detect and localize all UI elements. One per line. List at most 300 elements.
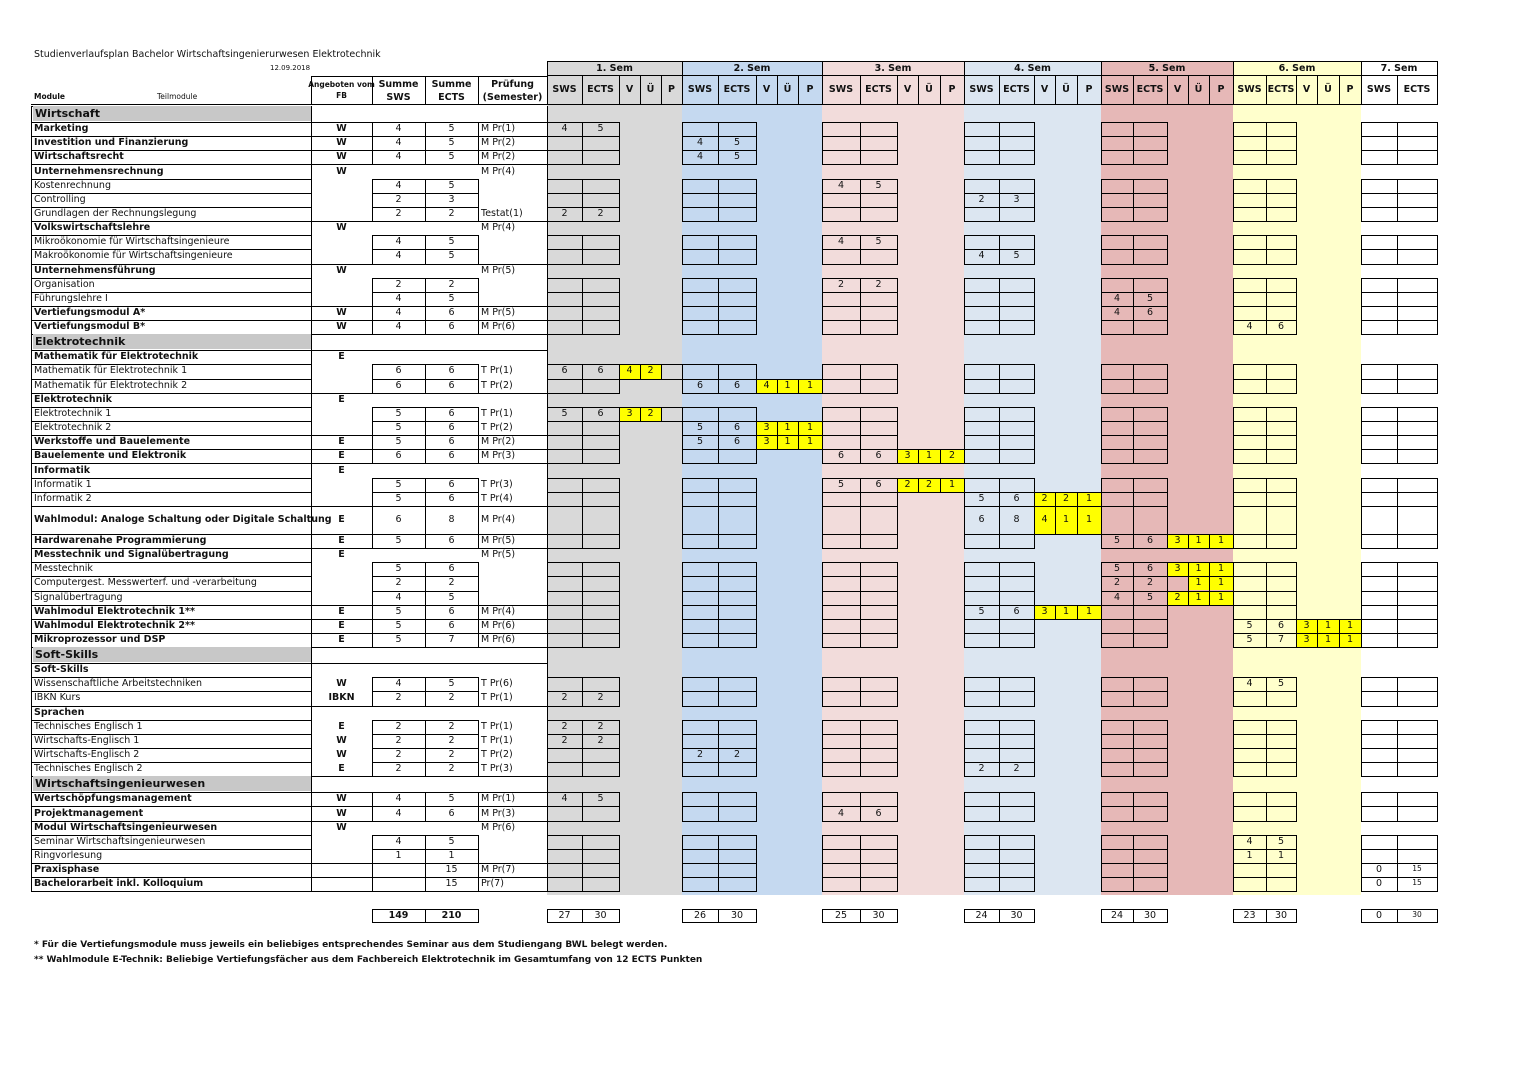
fb-value: E bbox=[338, 393, 345, 405]
ects-value: 6 bbox=[448, 450, 455, 462]
header-fb: FB bbox=[336, 91, 347, 100]
module-group-name: Mathematik für Elektrotechnik bbox=[34, 351, 199, 363]
semester-value: 5 bbox=[696, 436, 704, 448]
semester-value: 6 bbox=[1277, 619, 1285, 631]
pruefung-value: M Pr(6) bbox=[481, 634, 516, 646]
semester-value: 1 bbox=[784, 436, 791, 448]
ects-value: 15 bbox=[445, 878, 458, 890]
sws-value: 5 bbox=[395, 492, 402, 504]
col-header: P bbox=[806, 84, 814, 95]
total-ects: 210 bbox=[441, 910, 462, 921]
pruefung-value: M Pr(4) bbox=[481, 165, 516, 177]
semester-value: 1 bbox=[1195, 577, 1202, 589]
ects-value: 5 bbox=[448, 678, 455, 690]
module-name: Vertiefungsmodul B* bbox=[34, 321, 146, 333]
semester-value: 6 bbox=[696, 379, 704, 391]
fb-value: E bbox=[338, 619, 345, 631]
semester-value: 1 bbox=[948, 478, 956, 490]
fb-value: E bbox=[338, 351, 345, 363]
semester-value: 4 bbox=[696, 137, 704, 149]
pruefung-value: Pr(7) bbox=[481, 878, 504, 890]
pruefung-value: T Pr(4) bbox=[481, 492, 513, 504]
semester-total-sws: 23 bbox=[1243, 910, 1256, 921]
ects-value: 6 bbox=[448, 407, 455, 419]
module-group-name: Elektrotechnik bbox=[34, 393, 112, 405]
sws-value: 2 bbox=[395, 207, 402, 219]
semester-value: 2 bbox=[925, 478, 933, 490]
semester-value: 6 bbox=[1146, 563, 1154, 575]
semester-value: 2 bbox=[948, 450, 956, 462]
semester-value: 1 bbox=[1217, 577, 1225, 589]
ects-value: 6 bbox=[448, 492, 455, 504]
semester-value: 2 bbox=[561, 207, 568, 219]
teilmodule-name: Grundlagen der Rechnungslegung bbox=[34, 207, 197, 219]
pruefung-value: M Pr(2) bbox=[481, 137, 516, 149]
ects-value: 6 bbox=[448, 563, 455, 575]
semester-value: 3 bbox=[763, 422, 770, 434]
module-group-name: Modul Wirtschaftsingenieurwesen bbox=[34, 821, 218, 833]
teilmodule-name: Ringvorlesung bbox=[34, 849, 103, 861]
module-name: Werkstoffe und Bauelemente bbox=[34, 436, 191, 448]
semester-total-sws: 24 bbox=[975, 910, 988, 921]
ects-value: 2 bbox=[448, 749, 455, 761]
col-header: Ü bbox=[1062, 84, 1070, 95]
semester-value: 3 bbox=[1174, 563, 1181, 575]
semester-value: 6 bbox=[1146, 534, 1154, 546]
pruefung-value: M Pr(3) bbox=[481, 450, 516, 462]
semester-value: 6 bbox=[597, 365, 604, 377]
module-name: Wertschöpfungsmanagement bbox=[34, 793, 192, 805]
semester-value: 6 bbox=[875, 807, 882, 819]
module-group-name: Informatik bbox=[34, 464, 91, 476]
semester-value: 5 bbox=[1113, 563, 1121, 575]
semester-total-sws: 25 bbox=[834, 910, 848, 921]
pruefung-value: M Pr(3) bbox=[481, 807, 516, 819]
sws-value: 4 bbox=[395, 179, 402, 191]
ects-value: 6 bbox=[448, 307, 455, 319]
sws-value: 5 bbox=[395, 563, 402, 575]
sws-value: 2 bbox=[395, 193, 402, 205]
col-header: V bbox=[1173, 84, 1182, 95]
teilmodule-name: Informatik 1 bbox=[34, 478, 92, 490]
module-name: Projektmanagement bbox=[34, 807, 144, 819]
semester-value: 2 bbox=[597, 207, 604, 219]
fb-value: E bbox=[338, 720, 345, 732]
ects-value: 5 bbox=[448, 835, 455, 847]
ects-value: 6 bbox=[448, 807, 455, 819]
semester-value: 1 bbox=[806, 436, 814, 448]
semester-value: 1 bbox=[1324, 619, 1332, 631]
semester-value: 2 bbox=[733, 749, 741, 761]
col-header: Ü bbox=[925, 84, 933, 95]
teilmodule-name: Wirtschafts-Englisch 1 bbox=[34, 734, 140, 746]
sws-value: 1 bbox=[395, 849, 402, 861]
ects-value: 15 bbox=[445, 864, 458, 876]
col-header: V bbox=[625, 84, 634, 95]
pruefung-value: T Pr(1) bbox=[481, 692, 513, 704]
teilmodule-name: Informatik 2 bbox=[34, 492, 92, 504]
ects-value: 6 bbox=[448, 436, 455, 448]
semester-value: 6 bbox=[1013, 605, 1020, 617]
sws-value: 2 bbox=[395, 278, 402, 290]
header-pruefung: Prüfung bbox=[491, 79, 534, 90]
semester-value: 1 bbox=[1217, 563, 1225, 575]
semester-total-sws: 26 bbox=[693, 910, 707, 921]
semester-header-3: 3. Sem bbox=[874, 63, 912, 74]
semester-header-2: 2. Sem bbox=[733, 63, 771, 74]
semester-value: 2 bbox=[978, 763, 985, 775]
pruefung-value: T Pr(2) bbox=[481, 422, 513, 434]
pruefung-value: M Pr(1) bbox=[481, 123, 516, 135]
semester-value: 6 bbox=[875, 450, 882, 462]
ects-value: 5 bbox=[448, 250, 455, 262]
semester-value: 5 bbox=[978, 605, 985, 617]
section-header: Elektrotechnik bbox=[35, 335, 126, 349]
module-name: Bauelemente und Elektronik bbox=[34, 450, 187, 462]
ects-value: 6 bbox=[448, 379, 455, 391]
semester-header-6: 6. Sem bbox=[1278, 63, 1316, 74]
fb-value: W bbox=[336, 821, 347, 833]
col-header: P bbox=[1217, 84, 1225, 95]
fb-value: E bbox=[338, 549, 345, 561]
ects-value: 5 bbox=[448, 179, 455, 191]
col-header: ECTS bbox=[1403, 84, 1431, 95]
semester-value: 1 bbox=[1346, 634, 1354, 646]
col-header: P bbox=[668, 84, 675, 95]
col-header: P bbox=[1085, 84, 1093, 95]
semester-value: 0 bbox=[1375, 878, 1383, 890]
pruefung-value: M Pr(4) bbox=[481, 605, 516, 617]
col-header: Ü bbox=[1194, 84, 1203, 95]
semester-value: 7 bbox=[1277, 634, 1285, 646]
semester-total-ects: 30 bbox=[1143, 910, 1157, 921]
teilmodule-name: Führungslehre I bbox=[34, 292, 108, 304]
sws-value: 4 bbox=[395, 137, 402, 149]
semester-value: 1 bbox=[1195, 563, 1202, 575]
fb-value: W bbox=[336, 678, 347, 690]
ects-value: 2 bbox=[448, 734, 455, 746]
semester-header-7: 7. Sem bbox=[1380, 63, 1418, 74]
pruefung-value: T Pr(2) bbox=[481, 749, 513, 761]
sws-value: 4 bbox=[395, 123, 402, 135]
sws-value: 4 bbox=[395, 321, 402, 333]
sws-value: 2 bbox=[395, 720, 402, 732]
sws-value: 4 bbox=[395, 307, 402, 319]
fb-value: W bbox=[336, 137, 347, 149]
semester-value: 4 bbox=[1113, 591, 1121, 603]
fb-value: W bbox=[336, 151, 347, 163]
col-header: SWS bbox=[552, 84, 577, 95]
ects-value: 5 bbox=[448, 292, 455, 304]
ects-value: 5 bbox=[448, 236, 455, 248]
semester-total-sws: 0 bbox=[1375, 910, 1383, 921]
semester-value: 1 bbox=[1085, 605, 1093, 617]
semester-value: 6 bbox=[837, 450, 845, 462]
sws-value: 2 bbox=[395, 577, 402, 589]
col-header: V bbox=[903, 84, 912, 95]
pruefung-value: M Pr(5) bbox=[481, 549, 516, 561]
semester-total-ects: 30 bbox=[1412, 910, 1422, 919]
ects-value: 2 bbox=[448, 577, 455, 589]
teilmodule-name: Makroökonomie für Wirtschaftsingenieure bbox=[34, 250, 233, 262]
module-name: Mikroprozessor und DSP bbox=[34, 634, 166, 646]
section-header: Wirtschaftsingenieurwesen bbox=[35, 777, 206, 791]
ects-value: 6 bbox=[448, 478, 455, 490]
semester-value: 5 bbox=[837, 478, 845, 490]
fb-value: W bbox=[336, 734, 347, 746]
fb-value: E bbox=[338, 763, 345, 775]
teilmodule-name: Mikroökonomie für Wirtschaftsingenieure bbox=[34, 236, 230, 248]
teilmodule-name: Computergest. Messwerterf. und -verarbeitung bbox=[34, 577, 257, 589]
fb-value: W bbox=[336, 749, 347, 761]
teilmodule-name: Controlling bbox=[34, 193, 86, 205]
sws-value: 4 bbox=[395, 807, 402, 819]
semester-value: 2 bbox=[1146, 577, 1154, 589]
module-name: Bachelorarbeit inkl. Kolloquium bbox=[34, 878, 204, 890]
fb-value: E bbox=[338, 464, 345, 476]
col-header: ECTS bbox=[723, 84, 751, 95]
module-name: Wahlmodul: Analoge Schaltung oder Digitale Schaltung bbox=[34, 513, 332, 525]
semester-value: 4 bbox=[1113, 292, 1121, 304]
fb-value: IBKN bbox=[328, 692, 355, 704]
fb-value: W bbox=[336, 793, 347, 805]
semester-value: 5 bbox=[1246, 619, 1253, 631]
semester-value: 1 bbox=[784, 422, 791, 434]
teilmodule-name: Seminar Wirtschaftsingenieurwesen bbox=[34, 835, 206, 847]
fb-value: E bbox=[338, 605, 345, 617]
col-header: ECTS bbox=[1003, 84, 1030, 95]
semester-value: 3 bbox=[1041, 605, 1048, 617]
ects-value: 2 bbox=[448, 278, 455, 290]
module-name: Praxisphase bbox=[34, 864, 100, 876]
module-name: Vertiefungsmodul A* bbox=[34, 307, 146, 319]
sws-value: 4 bbox=[395, 151, 402, 163]
semester-value: 5 bbox=[875, 179, 882, 191]
teilmodule-name: Mathematik für Elektrotechnik 2 bbox=[34, 379, 188, 391]
footnote-2: ** Wahlmodule E-Technik: Beliebige Vertiefungsfächer aus dem Fachbereich Elektrotechnik im Gesamtumfang von 12 ECTS Punkten bbox=[34, 955, 703, 965]
semester-value: 6 bbox=[1277, 321, 1285, 333]
semester-value: 1 bbox=[925, 450, 933, 462]
semester-header-5: 5. Sem bbox=[1148, 63, 1186, 74]
fb-value: W bbox=[336, 807, 347, 819]
semester-value: 0 bbox=[1375, 864, 1383, 876]
semester-value: 3 bbox=[904, 450, 911, 462]
ects-value: 2 bbox=[448, 692, 455, 704]
sws-value: 4 bbox=[395, 835, 402, 847]
ects-value: 2 bbox=[448, 207, 455, 219]
sws-value: 6 bbox=[395, 513, 402, 525]
semester-value: 3 bbox=[1174, 534, 1181, 546]
sws-value: 4 bbox=[395, 793, 402, 805]
semester-value: 2 bbox=[1013, 763, 1020, 775]
semester-value: 1 bbox=[806, 422, 814, 434]
semester-value: 2 bbox=[1113, 577, 1121, 589]
pruefung-value: M Pr(1) bbox=[481, 793, 516, 805]
semester-value: 2 bbox=[597, 734, 604, 746]
ects-value: 3 bbox=[448, 193, 455, 205]
col-header: SWS bbox=[687, 84, 713, 95]
semester-value: 5 bbox=[597, 793, 604, 805]
semester-value: 2 bbox=[904, 478, 911, 490]
fb-value: W bbox=[336, 264, 347, 276]
col-header: SWS bbox=[969, 84, 994, 95]
section-header: Soft-Skills bbox=[35, 648, 99, 662]
semester-value: 4 bbox=[1246, 678, 1253, 690]
fb-value: W bbox=[336, 123, 347, 135]
sws-value: 4 bbox=[395, 678, 402, 690]
pruefung-value: T Pr(1) bbox=[481, 407, 513, 419]
module-group-name: Unternehmensrechnung bbox=[34, 165, 164, 177]
sws-value: 5 bbox=[395, 634, 402, 646]
teilmodule-name: Kostenrechnung bbox=[34, 179, 111, 191]
semester-value: 5 bbox=[1277, 835, 1285, 847]
sws-value: 5 bbox=[395, 619, 402, 631]
semester-value: 4 bbox=[1041, 513, 1048, 525]
semester-total-ects: 30 bbox=[594, 910, 607, 921]
semester-total-sws: 24 bbox=[1110, 910, 1124, 921]
semester-value: 2 bbox=[1062, 492, 1070, 504]
total-sws: 149 bbox=[388, 910, 409, 921]
semester-value: 5 bbox=[696, 422, 704, 434]
semester-value: 4 bbox=[763, 379, 770, 391]
semester-value: 1 bbox=[806, 379, 814, 391]
semester-value: 1 bbox=[1062, 513, 1070, 525]
pruefung-value: M Pr(2) bbox=[481, 436, 516, 448]
semester-value: 5 bbox=[1146, 591, 1154, 603]
sws-value: 4 bbox=[395, 250, 402, 262]
semester-value: 4 bbox=[837, 236, 845, 248]
fb-value: W bbox=[336, 321, 347, 333]
ects-value: 1 bbox=[448, 849, 455, 861]
header-ects: ECTS bbox=[438, 92, 465, 103]
semester-value: 2 bbox=[561, 692, 568, 704]
semester-value: 6 bbox=[978, 513, 985, 525]
fb-value: W bbox=[336, 307, 347, 319]
ects-value: 5 bbox=[448, 591, 455, 603]
semester-value: 6 bbox=[875, 478, 882, 490]
col-header: V bbox=[1040, 84, 1049, 95]
header-teilmodule: Teilmodule bbox=[157, 92, 198, 101]
col-header: P bbox=[1346, 84, 1354, 95]
semester-value: 2 bbox=[647, 365, 654, 377]
sws-value: 6 bbox=[395, 450, 402, 462]
semester-value: 1 bbox=[1277, 849, 1285, 861]
module-name: Hardwarenahe Programmierung bbox=[34, 534, 207, 546]
module-group-name: Sprachen bbox=[34, 706, 85, 718]
semester-total-ects: 30 bbox=[872, 910, 885, 921]
semester-value: 5 bbox=[597, 123, 604, 135]
teilmodule-name: Technisches Englisch 1 bbox=[34, 720, 143, 732]
teilmodule-name: Wirtschafts-Englisch 2 bbox=[34, 749, 140, 761]
semester-value: 6 bbox=[597, 407, 604, 419]
pruefung-value: M Pr(5) bbox=[481, 307, 516, 319]
col-header: Ü bbox=[783, 84, 792, 95]
fb-value: E bbox=[338, 436, 345, 448]
semester-value: 3 bbox=[1013, 193, 1020, 205]
pruefung-value: M Pr(5) bbox=[481, 534, 516, 546]
semester-value: 1 bbox=[784, 379, 791, 391]
header-pruefung: (Semester) bbox=[482, 92, 543, 103]
ects-value: 5 bbox=[448, 137, 455, 149]
pruefung-value: T Pr(2) bbox=[481, 379, 513, 391]
date-label: 12.09.2018 bbox=[270, 64, 311, 72]
footnote-1: * Für die Vertiefungsmodule muss jeweils ein beliebiges entsprechendes Seminar aus dem Studiengang BWL belegt werden. bbox=[34, 940, 668, 950]
header-sws: SWS bbox=[386, 92, 411, 103]
semester-value: 5 bbox=[733, 151, 741, 163]
fb-value: W bbox=[336, 222, 347, 234]
sws-value: 5 bbox=[395, 436, 402, 448]
semester-value: 5 bbox=[561, 407, 568, 419]
semester-value: 4 bbox=[696, 151, 704, 163]
semester-value: 1 bbox=[1246, 849, 1253, 861]
semester-value: 2 bbox=[561, 734, 568, 746]
pruefung-value: M Pr(6) bbox=[481, 821, 516, 833]
semester-value: 2 bbox=[597, 720, 604, 732]
semester-value: 1 bbox=[1062, 605, 1070, 617]
semester-value: 1 bbox=[1217, 591, 1225, 603]
semester-value: 1 bbox=[1195, 534, 1202, 546]
ects-value: 7 bbox=[448, 634, 455, 646]
section-header: Wirtschaft bbox=[35, 107, 100, 120]
teilmodule-name: IBKN Kurs bbox=[34, 692, 81, 704]
semester-value: 5 bbox=[1146, 292, 1154, 304]
semester-value: 6 bbox=[1146, 307, 1154, 319]
pruefung-value: M Pr(6) bbox=[481, 619, 516, 631]
semester-value: 4 bbox=[561, 793, 568, 805]
semester-value: 1 bbox=[1195, 591, 1202, 603]
semester-value: 8 bbox=[1013, 513, 1020, 525]
semester-value: 4 bbox=[837, 179, 845, 191]
semester-value: 2 bbox=[1174, 591, 1181, 603]
pruefung-value: T Pr(1) bbox=[481, 734, 513, 746]
col-header: SWS bbox=[1366, 84, 1392, 95]
col-header: P bbox=[948, 84, 956, 95]
ects-value: 2 bbox=[448, 763, 455, 775]
semester-value: 2 bbox=[978, 193, 985, 205]
sws-value: 4 bbox=[395, 591, 402, 603]
sws-value: 5 bbox=[395, 478, 402, 490]
pruefung-value: Testat(1) bbox=[481, 207, 523, 219]
pruefung-value: T Pr(3) bbox=[481, 478, 513, 490]
semester-value: 5 bbox=[978, 492, 985, 504]
semester-value: 2 bbox=[696, 749, 704, 761]
sws-value: 4 bbox=[395, 292, 402, 304]
ects-value: 5 bbox=[448, 151, 455, 163]
semester-value: 4 bbox=[837, 807, 845, 819]
semester-value: 1 bbox=[1217, 534, 1225, 546]
ects-value: 2 bbox=[448, 720, 455, 732]
teilmodule-name: Wissenschaftliche Arbeitstechniken bbox=[34, 678, 202, 690]
module-name: Investition und Finanzierung bbox=[34, 137, 189, 149]
semester-value: 4 bbox=[626, 365, 633, 377]
semester-value: 1 bbox=[1085, 492, 1093, 504]
semester-value: 15 bbox=[1412, 864, 1422, 874]
sws-value: 2 bbox=[395, 749, 402, 761]
col-header: ECTS bbox=[865, 84, 892, 95]
sws-value: 4 bbox=[395, 236, 402, 248]
semester-value: 3 bbox=[763, 436, 770, 448]
header-ects: Summe bbox=[431, 79, 472, 90]
semester-value: 2 bbox=[875, 278, 882, 290]
pruefung-value: T Pr(1) bbox=[481, 720, 513, 732]
semester-value: 2 bbox=[647, 407, 654, 419]
semester-value: 4 bbox=[1246, 321, 1253, 333]
module-name: Wirtschaftsrecht bbox=[34, 151, 124, 163]
semester-value: 6 bbox=[733, 379, 741, 391]
semester-value: 6 bbox=[733, 422, 741, 434]
semester-value: 5 bbox=[1277, 678, 1285, 690]
module-name: Wahlmodul Elektrotechnik 1** bbox=[34, 605, 195, 617]
